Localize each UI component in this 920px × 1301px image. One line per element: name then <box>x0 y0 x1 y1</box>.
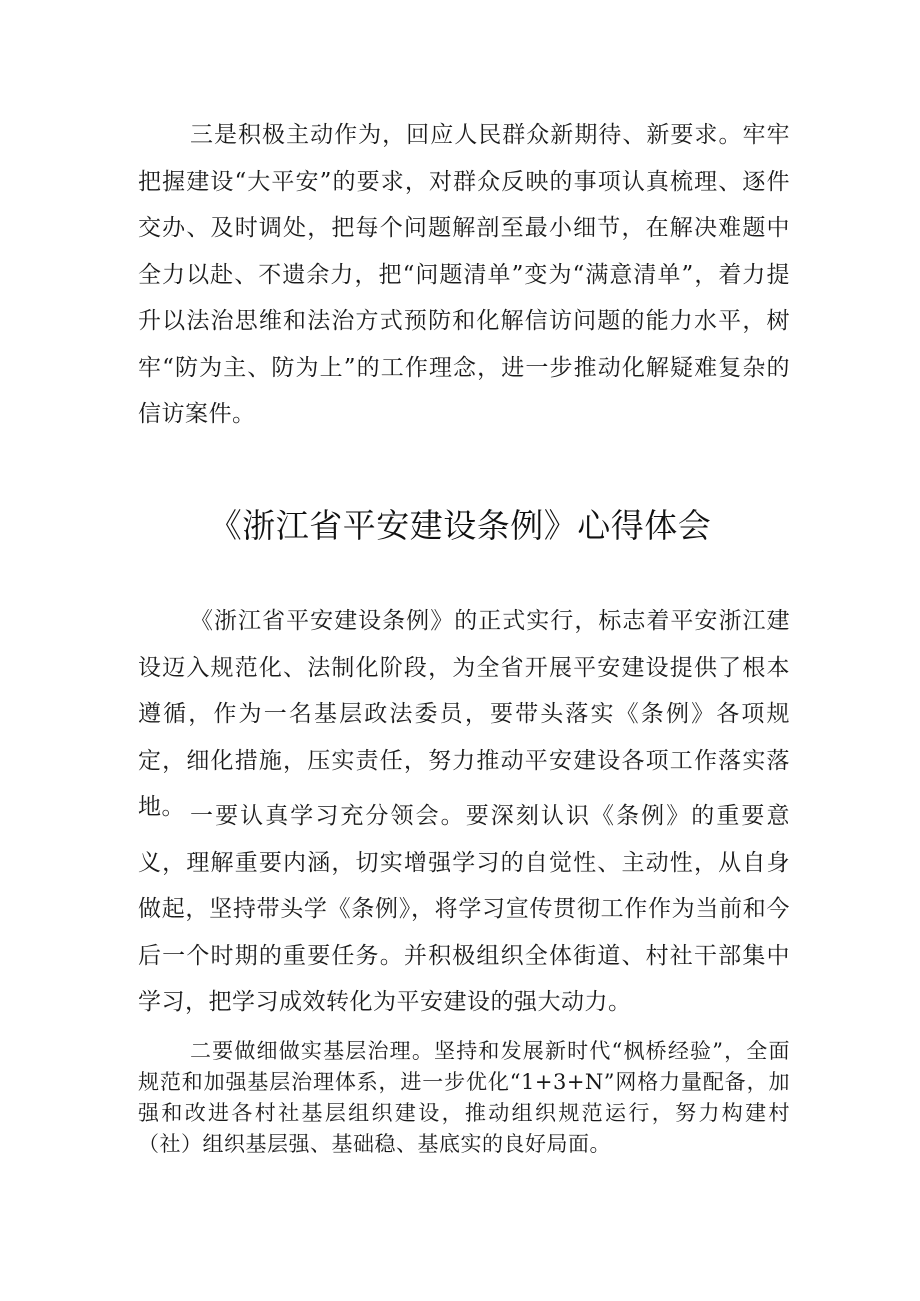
paragraph-third-point: 三是积极主动作为，回应人民群众新期待、新要求。牢牢把握建设“大平安”的要求，对群众反映的事项认真梳理、逐件交办、及时调处，把每个问题解剖至最小细节，在解决难题中全力以赴、不遗余力，把“问题清单”变为“满意清单”，着力提升以法治思维和法治方式预防和化解信访问题的能力水平，树牢“防为主、防为上”的工作理念，进一步推动化解疑难复杂的信访案件。 <box>138 122 790 427</box>
paragraph-first-point: 一要认真学习充分领会。要深刻认识《条例》的重要意义，理解重要内涵，切实增强学习的自觉性、主动性，从自身做起，坚持带头学《条例》，将学习宣传贯彻工作作为当前和今后一个时期的重要任务。并积极组织全体街道、村社干部集中学习，把学习成效转化为平安建设的强大动力。 <box>138 803 790 1015</box>
document-title: 《浙江省平安建设条例》心得体会 <box>208 506 712 545</box>
paragraph-second-point: 二要做细做实基层治理。坚持和发展新时代“枫桥经验”，全面规范和加强基层治理体系，进一步优化“1+3+N”网格力量配备，加强和改进各村社基层组织建设，推动组织规范运行，努力构建村（社）组织基层强、基础稳、基底实的良好局面。 <box>138 1039 790 1156</box>
paragraph-intro: 《浙江省平安建设条例》的正式实行，标志着平安浙江建设迈入规范化、法制化阶段，为全省开展平安建设提供了根本遵循，作为一名基层政法委员，要带头落实《条例》各项规定，细化措施，压实责任，努力推动平安建设各项工作落实落地。 <box>138 608 790 820</box>
